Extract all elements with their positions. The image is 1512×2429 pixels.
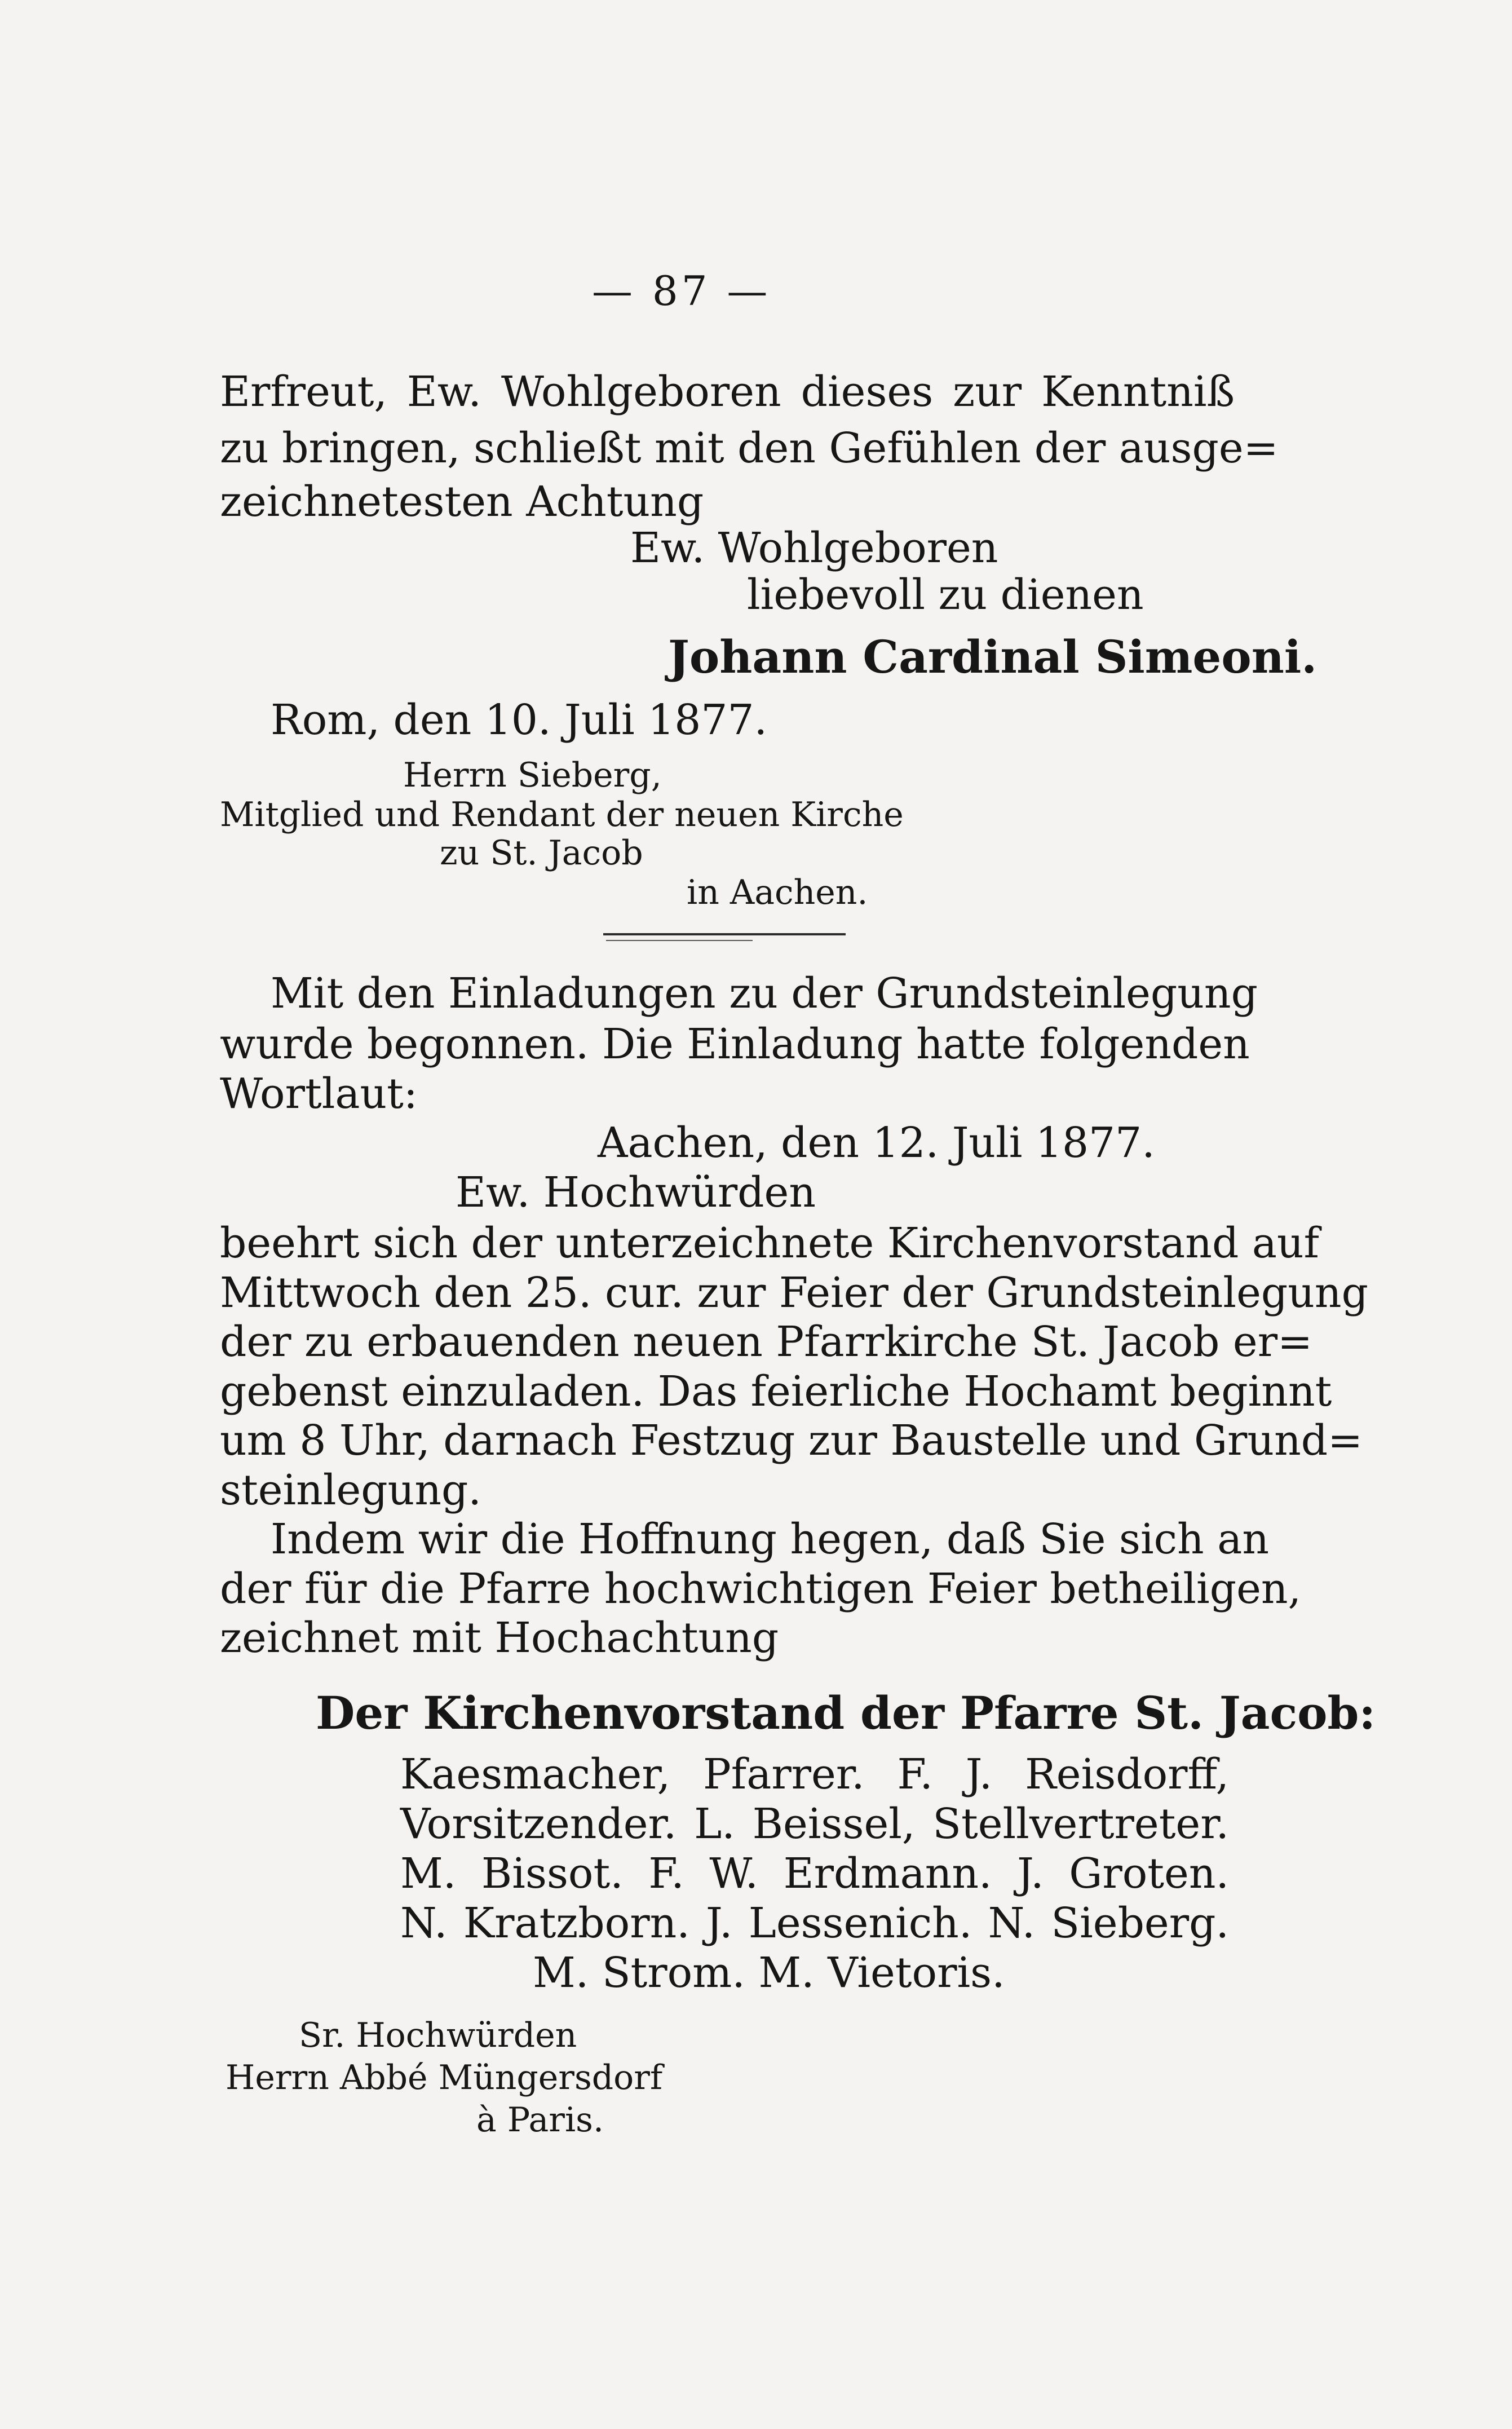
letter1-signature: Johann Cardinal Simeoni. <box>668 630 1318 683</box>
page-number: — 87 — <box>592 267 771 315</box>
members-line-5: M. Strom. M. Vietoris. <box>533 1949 1005 1997</box>
invitation-salutation: Ew. Hochwürden <box>456 1168 816 1217</box>
narrative-line-3: Wortlaut: <box>220 1070 418 1118</box>
letter1-line-1: Erfreut, Ew. Wohlgeboren dieses zur Kenntniß <box>220 368 1235 416</box>
letter1-address-3: zu St. Jacob <box>440 833 643 873</box>
invitation-line-6: steinlegung. <box>220 1466 481 1514</box>
letter1-place-date: Rom, den 10. Juli 1877. <box>271 696 768 744</box>
invitation-line-4: gebenst einzuladen. Das feierliche Hochamt beginnt <box>220 1367 1332 1416</box>
invitation-line-9: zeichnet mit Hochachtung <box>220 1614 779 1662</box>
invitation-line-1: beehrt sich der unterzeichnete Kirchenvorstand auf <box>220 1219 1320 1268</box>
letter1-address-2: Mitglied und Rendant der neuen Kirche <box>220 795 904 834</box>
members-line-2: Vorsitzender. L. Beissel, Stellvertreter. <box>400 1800 1229 1848</box>
letter1-address-1: Herrn Sieberg, <box>403 756 662 795</box>
narrative-line-1: Mit den Einladungen zu der Grundsteinlegung <box>271 969 1258 1018</box>
invitation-address-3: à Paris. <box>476 2100 604 2140</box>
members-line-1: Kaesmacher, Pfarrer. F. J. Reisdorff, <box>400 1750 1229 1799</box>
invitation-line-8: der für die Pfarre hochwichtigen Feier betheiligen, <box>220 1565 1302 1613</box>
invitation-line-5: um 8 Uhr, darnach Festzug zur Baustelle und Grund= <box>220 1416 1363 1465</box>
section-divider <box>603 933 846 935</box>
letter1-address-4: in Aachen. <box>687 873 868 912</box>
narrative-line-2: wurde begonnen. Die Einladung hatte folgenden <box>220 1020 1250 1068</box>
letter1-salutation-1: Ew. Wohlgeboren <box>630 524 998 572</box>
members-line-4: N. Kratzborn. J. Lessenich. N. Sieberg. <box>400 1899 1229 1947</box>
section-divider-fine <box>606 940 753 941</box>
letter1-salutation-2: liebevoll zu dienen <box>747 571 1144 619</box>
invitation-line-3: der zu erbauenden neuen Pfarrkirche St. Jacob er= <box>220 1318 1313 1366</box>
invitation-line-2: Mittwoch den 25. cur. zur Feier der Grundsteinlegung <box>220 1269 1368 1317</box>
members-line-3: M. Bissot. F. W. Erdmann. J. Groten. <box>400 1849 1229 1898</box>
invitation-address-1: Sr. Hochwürden <box>299 2016 577 2055</box>
invitation-address-2: Herrn Abbé Müngersdorf <box>226 2058 663 2097</box>
signatory-heading: Der Kirchenvorstand der Pfarre St. Jacob: <box>316 1686 1376 1739</box>
letter1-line-3: zeichnetesten Achtung <box>220 478 704 526</box>
letter1-line-2: zu bringen, schließt mit den Gefühlen der ausge= <box>220 424 1279 472</box>
invitation-place-date: Aachen, den 12. Juli 1877. <box>598 1119 1155 1167</box>
invitation-line-7: Indem wir die Hoffnung hegen, daß Sie sich an <box>271 1515 1270 1564</box>
